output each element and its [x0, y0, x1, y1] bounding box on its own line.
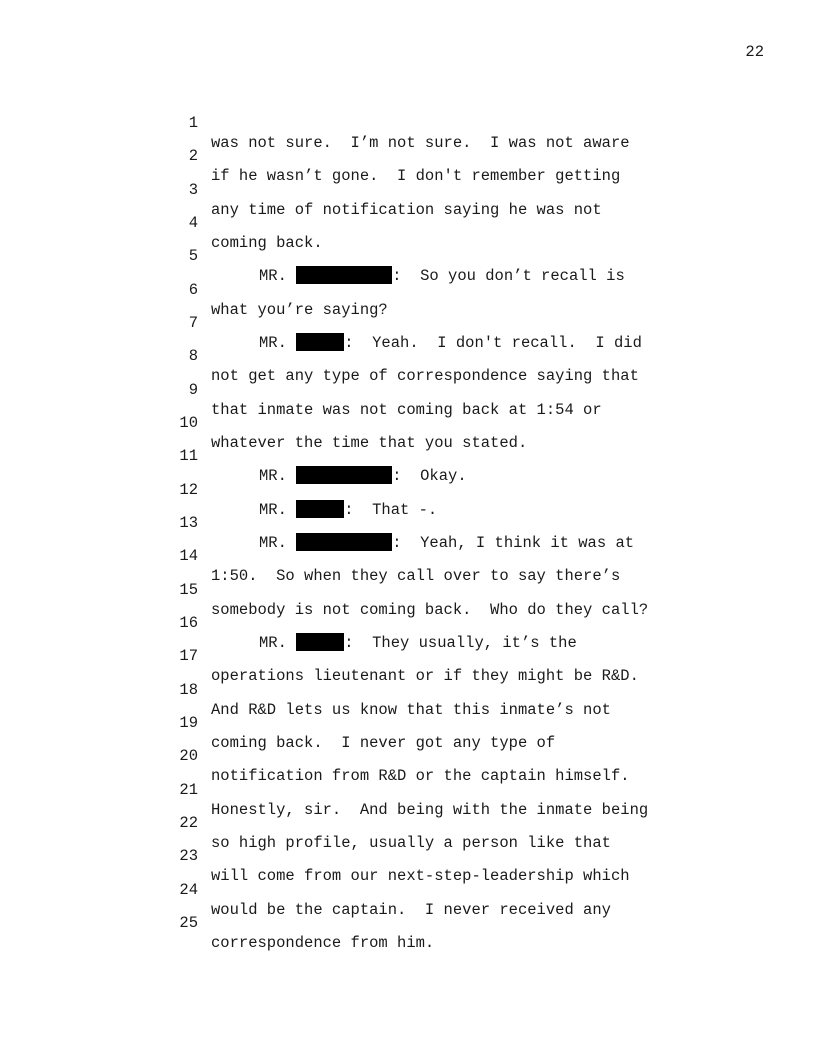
speaker-remark: : That -. [344, 501, 438, 519]
line-number: 1 [188, 114, 198, 132]
line-number: 18 [179, 681, 198, 699]
transcript-line [0, 93, 630, 152]
line-number: 5 [188, 247, 198, 265]
speaker-remark: : They usually, it’s the [344, 634, 577, 652]
line-number: 19 [179, 714, 198, 732]
line-text: so high profile, usually a person like that [211, 834, 611, 852]
line-text: that inmate was not coming back at 1:54 or [211, 401, 602, 419]
line-text: would be the captain. I never received any [211, 901, 611, 919]
redaction-bar [296, 466, 392, 484]
line-number: 12 [179, 481, 198, 499]
speaker-remark: : Okay. [392, 467, 467, 485]
line-text: coming back. [211, 234, 323, 252]
line-text: Honestly, sir. And being with the inmate being [211, 801, 649, 819]
speaker-prefix: MR. [259, 334, 297, 352]
line-text: not get any type of correspondence saying that [211, 367, 639, 385]
speaker-remark: : Yeah. I don't recall. I did [344, 334, 642, 352]
speaker-prefix: MR. [259, 634, 297, 652]
speaker-prefix: MR. [259, 501, 297, 519]
line-text: operations lieutenant or if they might be R&D. [211, 667, 639, 685]
line-number: 3 [188, 181, 198, 199]
line-text: 1:50. So when they call over to say there’s [211, 567, 621, 585]
line-text: what you’re saying? [211, 301, 388, 319]
line-number: 4 [188, 214, 198, 232]
redaction-bar [296, 633, 344, 651]
line-number: 10 [179, 414, 198, 432]
speaker-text [259, 266, 625, 286]
speaker-prefix: MR. [259, 534, 297, 552]
transcript-line [0, 193, 323, 252]
speaker-text [259, 533, 634, 553]
speaker-remark: : Yeah, I think it was at [392, 534, 635, 552]
speaker-text [259, 466, 467, 486]
page-number: 22 [745, 43, 764, 61]
line-text: whatever the time that you stated. [211, 434, 528, 452]
line-number: 20 [179, 747, 198, 765]
line-text: somebody is not coming back. Who do they call? [211, 601, 649, 619]
line-number: 16 [179, 614, 198, 632]
line-number: 13 [179, 514, 198, 532]
line-text: if he wasn’t gone. I don't remember getting [211, 167, 621, 185]
line-number: 17 [179, 647, 198, 665]
line-number: 22 [179, 814, 198, 832]
redaction-bar [296, 533, 392, 551]
line-text: And R&D lets us know that this inmate’s not [211, 701, 611, 719]
line-number: 9 [188, 381, 198, 399]
line-text: notification from R&D or the captain himself. [211, 767, 630, 785]
line-number: 14 [179, 547, 198, 565]
line-number: 7 [188, 314, 198, 332]
speaker-text [259, 333, 642, 353]
line-number: 15 [179, 581, 198, 599]
redaction-bar [296, 333, 344, 351]
line-text: will come from our next-step-leadership which [211, 867, 630, 885]
line-text: was not sure. I’m not sure. I was not aware [211, 134, 630, 152]
speaker-text [259, 633, 577, 653]
line-number: 23 [179, 847, 198, 865]
line-text: correspondence from him. [211, 934, 435, 952]
line-number: 2 [188, 147, 198, 165]
speaker-remark: : So you don’t recall is [392, 267, 625, 285]
line-number: 24 [179, 881, 198, 899]
speaker-text [259, 500, 437, 520]
line-number: 25 [179, 914, 198, 932]
line-number: 21 [179, 781, 198, 799]
redaction-bar [296, 500, 344, 518]
speaker-prefix: MR. [259, 267, 297, 285]
line-number: 11 [179, 447, 198, 465]
line-text: coming back. I never got any type of [211, 734, 556, 752]
line-number: 6 [188, 281, 198, 299]
line-text: any time of notification saying he was not [211, 201, 602, 219]
speaker-prefix: MR. [259, 467, 297, 485]
line-number: 8 [188, 347, 198, 365]
redaction-bar [296, 266, 392, 284]
